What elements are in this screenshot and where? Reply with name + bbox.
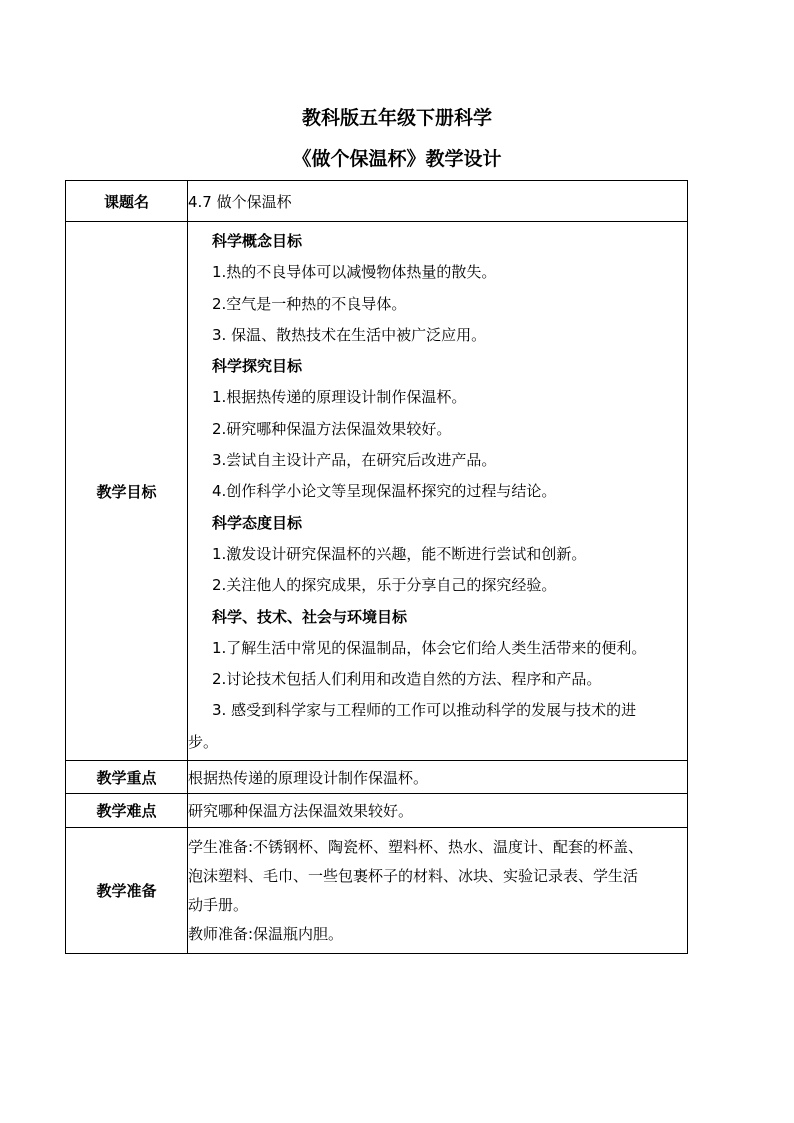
goal-item: 2.空气是一种热的不良导体。 bbox=[212, 294, 407, 313]
goal-item: 1.激发设计研究保温杯的兴趣，能不断进行尝试和创新。 bbox=[212, 544, 587, 563]
document-subtitle: 《做个保温杯》教学设计 bbox=[292, 148, 502, 170]
topic-label: 课题名 bbox=[66, 181, 188, 222]
goal-item: 2.讨论技术包括人们利用和改造自然的方法、程序和产品。 bbox=[212, 670, 602, 689]
goal-item: 2.关注他人的探究成果，乐于分享自己的探究经验。 bbox=[212, 576, 557, 595]
table-row bbox=[66, 794, 688, 828]
topic-value: 4.7 做个保温杯 bbox=[188, 181, 688, 222]
preparation-line: 学生准备:不锈钢杯、陶瓷杯、塑料杯、热水、温度计、配套的杯盖、 bbox=[188, 837, 644, 856]
goal-item: 1.根据热传递的原理设计制作保温杯。 bbox=[212, 388, 467, 407]
goals-label: 教学目标 bbox=[66, 222, 188, 761]
difficulty-value: 研究哪种保温方法保温效果较好。 bbox=[188, 794, 688, 828]
preparation-label: 教学准备 bbox=[66, 828, 188, 954]
preparation-line: 动手册。 bbox=[188, 895, 249, 914]
goal-item: 3. 感受到科学家与工程师的工作可以推动科学的发展与技术的进 bbox=[212, 701, 637, 720]
goal-heading: 科学探究目标 bbox=[212, 357, 303, 376]
table-row bbox=[66, 222, 688, 761]
goal-item-continuation: 步。 bbox=[188, 732, 219, 751]
preparation-line: 教师准备:保温瓶内胆。 bbox=[188, 924, 344, 943]
goal-heading: 科学概念目标 bbox=[212, 232, 303, 250]
table-row bbox=[66, 181, 688, 222]
table-row bbox=[66, 828, 688, 954]
table-row bbox=[66, 761, 688, 794]
goal-item: 3.尝试自主设计产品，在研究后改进产品。 bbox=[212, 451, 497, 470]
key-point-value: 根据热传递的原理设计制作保温杯。 bbox=[188, 761, 688, 794]
document-title: 教科版五年级下册科学 bbox=[301, 107, 492, 129]
goal-item: 1.热的不良导体可以减慢物体热量的散失。 bbox=[212, 263, 497, 282]
goal-item: 1.了解生活中常见的保温制品，体会它们给人类生活带来的便利。 bbox=[212, 638, 647, 657]
difficulty-label: 教学难点 bbox=[66, 794, 188, 828]
goals-cell bbox=[188, 222, 688, 761]
preparation-cell bbox=[188, 828, 688, 954]
goal-item: 4.创作科学小论文等呈现保温杯探究的过程与结论。 bbox=[212, 482, 557, 501]
goal-heading: 科学、技术、社会与环境目标 bbox=[212, 607, 408, 626]
goal-item: 2.研究哪种保温方法保温效果较好。 bbox=[212, 419, 452, 438]
goal-item: 3. 保温、散热技术在生活中被广泛应用。 bbox=[212, 325, 487, 344]
lesson-plan-table bbox=[65, 180, 688, 954]
key-point-label: 教学重点 bbox=[66, 761, 188, 794]
goal-heading: 科学态度目标 bbox=[212, 513, 303, 532]
preparation-line: 泡沫塑料、毛巾、一些包裹杯子的材料、冰块、实验记录表、学生活 bbox=[188, 866, 639, 885]
